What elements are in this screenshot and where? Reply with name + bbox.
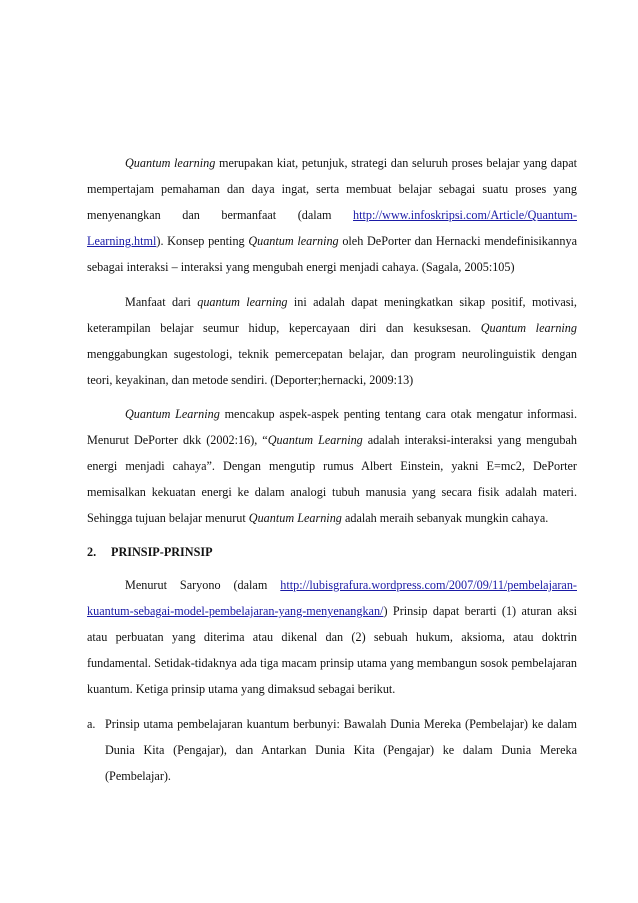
- paragraph-quantum-learning-aspects: [87, 401, 577, 531]
- paragraph-text: mencakup aspek-aspek penting tentang cara otak mengatur informasi. Menurut DePorter dkk (2002:16), “: [87, 407, 577, 447]
- list-marker: a.: [87, 717, 96, 731]
- lubisgrafura-link[interactable]: http://lubisgrafura.wordpress.com/2007/09/11/pembelajaran-kuantum-sebagai-model-pembelajaran-yang-menyenangkan/: [87, 578, 577, 618]
- paragraph-text: merupakan kiat, petunjuk, strategi dan seluruh proses belajar yang dapat mempertajam pemahaman dan daya ingat, serta membuat belajar sebagai suatu proses yang menyenangkan dan bermanfaat (dalam: [87, 156, 577, 222]
- paragraph-text: Menurut Saryono (dalam: [125, 578, 281, 592]
- paragraph-prinsip-definition: [87, 572, 577, 702]
- term-quantum-learning: Quantum learning: [480, 321, 577, 335]
- list-item-text: Prinsip utama pembelajaran kuantum berbunyi: Bawalah Dunia Mereka (Pembelajar) ke dalam Dunia Kita (Pengajar), dan Antarkan Dunia Kita (Pengajar) ke dalam Dunia Mereka (Pembelajar).: [105, 717, 577, 783]
- paragraph-text: Manfaat dari: [125, 295, 198, 309]
- list-item-a: [87, 711, 577, 789]
- section-heading-prinsip: [87, 539, 577, 565]
- paragraph-text: ) Prinsip dapat berarti (1) aturan aksi atau perbuatan yang diterima atau dikenal dan (2) sebuah hukum, aksioma, atau doktrin fundamental. Setidak-tidaknya ada tiga macam prinsip utama yang membangun sosok pembelajaran kuantum. Ketiga prinsip utama yang dimaksud sebagai berikut.: [87, 604, 577, 696]
- section-number: 2.: [87, 545, 97, 559]
- paragraph-text: ini adalah dapat meningkatkan sikap positif, motivasi, keterampilan belajar seumur hidup, kepercayaan diri dan kesuksesan.: [87, 295, 577, 335]
- term-quantum-learning: Quantum Learning: [248, 511, 342, 525]
- term-quantum-learning: Quantum learning: [248, 234, 339, 248]
- infoskripsi-link[interactable]: http://www.infoskripsi.com/Article/Quantum-Learning.html: [87, 208, 577, 248]
- term-quantum-learning: Quantum learning: [125, 156, 216, 170]
- term-quantum-learning: Quantum Learning: [267, 433, 363, 447]
- section-title: PRINSIP-PRINSIP: [111, 545, 213, 559]
- paragraph-text: menggabungkan sugestologi, teknik pemercepatan belajar, dan program neurolinguistik dengan teori, keyakinan, dan metode sendiri. (Deporter;hernacki, 2009:13): [87, 347, 577, 387]
- paragraph-quantum-learning-benefits: [87, 289, 577, 393]
- paragraph-text: ). Konsep penting: [156, 234, 249, 248]
- document-body: [87, 150, 577, 789]
- term-quantum-learning: quantum learning: [197, 295, 288, 309]
- paragraph-text: oleh DePorter dan Hernacki mendefinisikannya sebagai interaksi – interaksi yang mengubah energi menjadi cahaya. (Sagala, 2005:105): [87, 234, 577, 274]
- paragraph-text: adalah meraih sebanyak mungkin cahaya.: [341, 511, 549, 525]
- paragraph-text: adalah interaksi-interaksi yang mengubah energi menjadi cahaya”. Dengan mengutip rumus Albert Einstein, yakni E=mc2, DePorter memisalkan kekuatan energi ke dalam analogi tubuh manusia yang secara fisik adalah materi. Sehingga tujuan belajar menurut: [87, 433, 577, 525]
- paragraph-quantum-learning-definition: [87, 150, 577, 280]
- term-quantum-learning: Quantum Learning: [125, 407, 220, 421]
